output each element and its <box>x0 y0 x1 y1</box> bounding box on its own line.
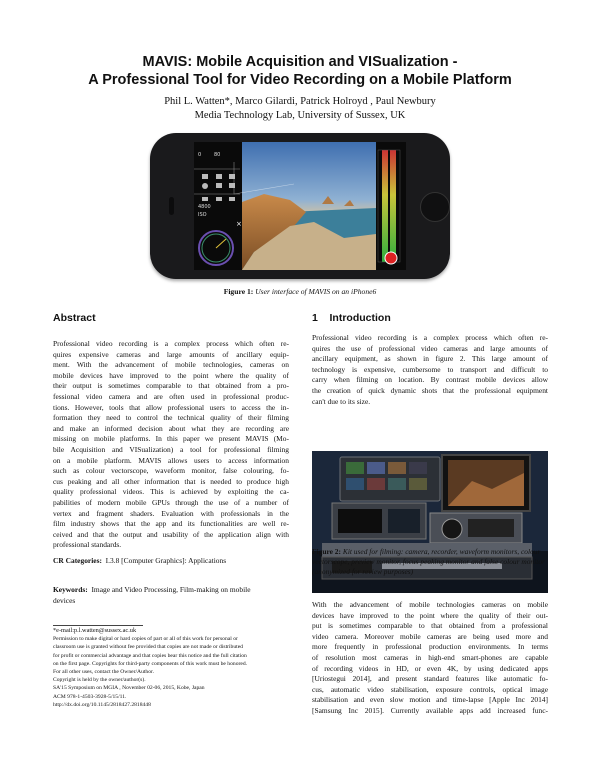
intro-line: of resolution most cameras in high-end smart-phones are capable <box>312 652 548 662</box>
footnote-line: SA'15 Symposium on MGIA , November 02-06, 2015, Kobe, Japan <box>53 685 205 692</box>
figure-1-caption <box>0 287 600 296</box>
intro-line: can't due to its size. <box>312 396 371 406</box>
abstract-line: missing on mobile platforms. In this paper we present MAVIS (Mo- <box>53 434 289 444</box>
intro-line: With the advancement of mobile technologies cameras on mobile <box>312 600 548 609</box>
intro-line: [Uriostegui 2014], and present standard features like automatic fo- <box>312 674 548 684</box>
footnote-line: ACM 978-1-4503-3928-5/15/11. <box>53 693 127 700</box>
intro-line: more frequently in professional production environments. In terms <box>312 642 548 652</box>
intro-line: put is sometimes comparable to that obtained from a professional <box>312 621 548 631</box>
abstract-line: pabilities of modern mobile GPUs through the use of a number of <box>53 497 289 507</box>
abstract-body <box>53 339 289 551</box>
footnote-line: classroom use is granted without fee provided that copies are not made or distributed <box>53 644 243 651</box>
footnote-email: *e-mail:p.l.watten@sussex.ac.uk <box>53 627 137 634</box>
intro-line: the creation of quick dynamic shots that the professional equipment <box>312 385 548 395</box>
abstract-line: vertex and fragment shaders. Evaluation with professionals in the <box>53 508 289 518</box>
intro-line: stabilisation and even slow motion and time-lapse [Apple Inc 2014] <box>312 695 548 705</box>
footnote-line: Copyright is held by the owner/author(s). <box>53 677 146 684</box>
footnote-line: on the first page. Copyrights for third-party components of this work must be honored. <box>53 660 248 667</box>
figure-2-text: Kit used for filming: camera, recorder, waveform monitors, colour vectorscope, preview monitor, focus peaking monitor and false colour monitor (anonymized for review purposes) <box>312 547 545 576</box>
footnote-rule <box>53 625 143 626</box>
abstract-line: quality professional videos. This is achieved by exploiting the ca- <box>53 487 289 497</box>
abstract-line: professional standards. <box>53 540 122 550</box>
footnote-line: for profit or commercial advantage and that copies bear this notice and the full citation <box>53 652 247 659</box>
intro-line: ancillary equipment, as shown in figure 2. This large amount of <box>312 354 548 364</box>
figure-1-label: Figure 1: <box>223 287 254 296</box>
abstract-line: ceived and that the output and usability of the application align with <box>53 529 289 539</box>
abstract-line: tions. However, tools that allow professional users to access the in- <box>53 402 289 412</box>
intro-para-2-lines-block <box>312 600 548 717</box>
intro-line: [Samsung Inc 2015]. Currently available apps add increased func- <box>312 705 548 715</box>
figure-2-label: Figure 2: <box>312 547 341 556</box>
phone-figure <box>150 133 450 279</box>
abstract-line: Professional video recording is a complex process which often re- <box>53 339 289 348</box>
abstract-line: mobile devices have improved to the point where the quality of <box>53 370 289 380</box>
abstract-line: film industry shows that the app and its functionalities are well re- <box>53 519 289 529</box>
footnote <box>53 627 293 709</box>
intro-line: cus, automatic video stabilisation, exposure controls, optical image <box>312 684 548 694</box>
keywords-line-2: devices <box>53 595 76 605</box>
keywords-line-1: Image and Video Processing, Film-making on mobile <box>91 585 251 594</box>
phone-speaker <box>169 197 174 215</box>
keywords <box>53 585 289 606</box>
footnote-line: For all other uses, contact the Owner/Author. <box>53 669 154 676</box>
intro-line: technology is expensive, cumbersome to transport and difficult to <box>312 364 548 374</box>
section-number: 1 <box>312 312 318 324</box>
introduction-paragraph-1 <box>312 333 548 407</box>
footnote-line: http://dx.doi.org/10.1145/2818427.2818448 <box>53 701 151 708</box>
hud-iso-label: ISO <box>198 212 207 218</box>
footnote-line: Permission to make digital or hard copies of part or all of this work for personal or <box>53 636 238 643</box>
abstract-heading: Abstract <box>53 312 96 324</box>
intro-line: quires the use of professional video cameras and large amounts of <box>312 343 548 353</box>
introduction-heading <box>312 312 391 324</box>
audio-meter-right <box>390 150 396 262</box>
abstract-line: quires expensive cameras and large amounts of ancillary equip- <box>53 349 289 359</box>
intro-line: carry when filming on location. By contrast mobile devices allow <box>312 375 548 385</box>
home-button <box>420 192 450 222</box>
camera-preview-image <box>194 142 406 270</box>
abstract-line: on a mobile platform. MAVIS allows users to access information <box>53 455 289 465</box>
abstract-line: and make an informed decision about what they are recording are <box>53 423 289 433</box>
abstract-line: ment. With the advancement of mobile technologies, cameras on <box>53 360 289 370</box>
figure-1-text: User interface of MAVIS on an iPhone6 <box>255 287 377 296</box>
cr-categories-label: CR Categories: <box>53 556 102 565</box>
intro-line: Professional video recording is a complex process which often re- <box>312 333 548 342</box>
intro-line: video camera. Moreover mobile cameras are being used more and <box>312 631 548 641</box>
hud-value-2: 80 <box>214 152 221 158</box>
phone-screen <box>194 142 406 270</box>
intro-line: devices have improved to the point where the quality of their out- <box>312 610 548 620</box>
svg-text:×: × <box>236 220 242 228</box>
paper-title-line-1: MAVIS: Mobile Acquisition and VISualization - <box>142 54 458 70</box>
record-button <box>385 252 397 264</box>
abstract-line: formation they need to control the technical quality of their filming <box>53 413 289 423</box>
abstract-line: bile Acquisition and VISualization) a tool for professional filming <box>53 444 289 454</box>
audio-meter-left <box>382 150 388 262</box>
abstract-line: cus peaking and all other information that is needed to produce high <box>53 476 289 486</box>
hud-value-3: 4800 <box>198 204 211 210</box>
affiliation: Media Technology Lab, University of Sussex, UK <box>194 110 406 121</box>
paper-title-line-2: A Professional Tool for Video Recording on a Mobile Platform <box>88 72 512 88</box>
keywords-label: Keywords: <box>53 585 88 594</box>
figure-2-caption <box>312 547 548 577</box>
cr-categories-text: I.3.8 [Computer Graphics]: Applications <box>105 556 227 565</box>
authors: Phil L. Watten*, Marco Gilardi, Patrick Holroyd , Paul Newbury <box>164 96 436 107</box>
abstract-line: such as colour vectorscope, waveform monitor, false colouring, fo- <box>53 466 289 476</box>
section-title: Introduction <box>329 312 391 324</box>
abstract-line: fessional video camera and are often used in professional produc- <box>53 391 289 401</box>
intro-line: of recording videos in HD, or even 4K, by using dedicated apps <box>312 663 548 673</box>
abstract-line: their output is sometimes comparable to that obtained from a pro- <box>53 381 289 391</box>
cr-categories <box>53 556 289 567</box>
hud-value-1: 0 <box>198 152 202 158</box>
